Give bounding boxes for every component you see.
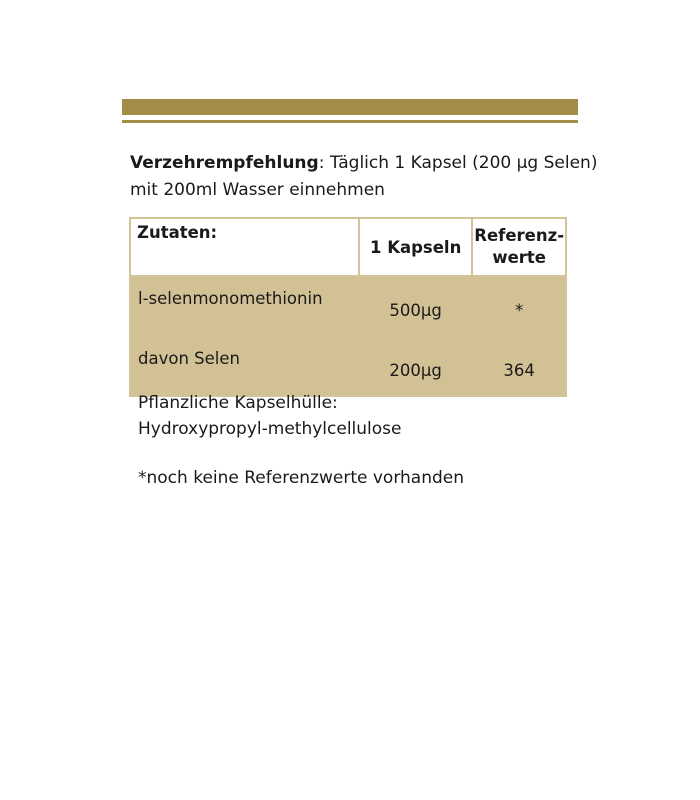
dosage-recommendation-text: : Täglich 1 Kapsel (200 µg Selen) mit 200ml Wasser einnehmen — [130, 153, 598, 200]
header-reference-line2: werte — [492, 248, 546, 267]
table-row — [130, 336, 566, 396]
reference-footnote: *noch keine Referenzwerte vorhanden — [138, 468, 465, 488]
dosage-recommendation-label: Verzehrempfehlung — [130, 153, 319, 173]
header-reference-values — [472, 218, 566, 276]
ingredient-reference: * — [472, 276, 566, 336]
capsule-shell-label: Pflanzliche Kapselhülle: — [138, 393, 338, 413]
capsule-shell-material: Hydroxypropyl-methylcellulose — [138, 419, 402, 439]
header-ingredients: Zutaten: — [130, 218, 359, 276]
table-header-row — [130, 218, 566, 276]
ingredients-table — [129, 217, 567, 397]
ingredient-name: davon Selen — [130, 336, 359, 396]
header-quantity: 1 Kapseln — [359, 218, 472, 276]
header-reference-line1: Referenz- — [474, 226, 565, 245]
header-bar-thick — [122, 99, 578, 115]
ingredient-name: l-selenmonomethionin — [130, 276, 359, 336]
ingredient-reference: 364 — [472, 336, 566, 396]
ingredient-quantity: 200µg — [359, 336, 472, 396]
ingredient-quantity: 500µg — [359, 276, 472, 336]
table-row — [130, 276, 566, 336]
dosage-recommendation — [130, 150, 600, 204]
header-bar-thin — [122, 120, 578, 123]
capsule-shell-note — [138, 390, 401, 442]
